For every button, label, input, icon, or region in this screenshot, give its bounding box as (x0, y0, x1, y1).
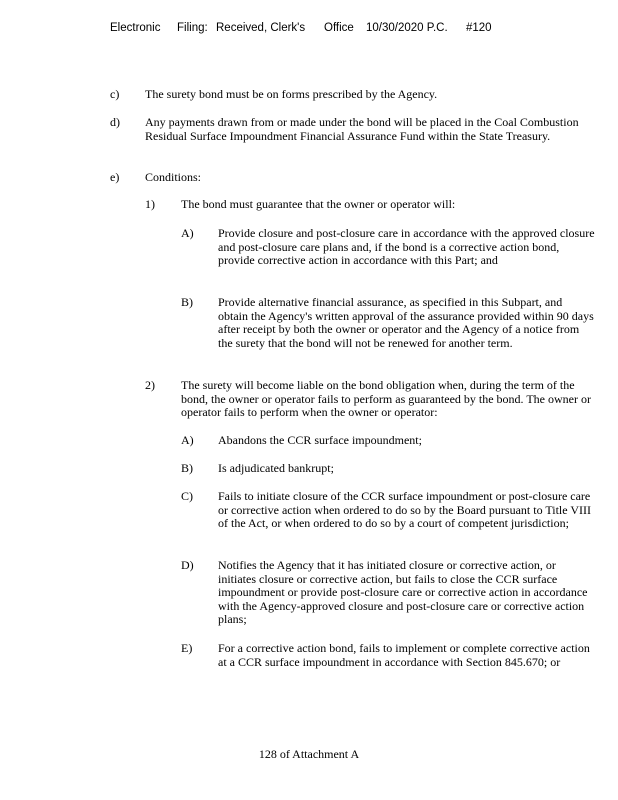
item-text: Provide alternative financial assurance, as specified in this Subpart, and obtain the Agency's written approval of the assurance provided within 90 days after receipt by both the owner or operator and the Agency of a notice from the surety that the bond will not be renewed for another term. (218, 295, 594, 350)
header-filing: Filing: (177, 22, 208, 34)
item-label: 1) (145, 197, 155, 211)
item-label: D) (181, 558, 194, 572)
header-office: Office (324, 22, 354, 34)
item-text: The surety will become liable on the bond obligation when, during the term of the bond, the owner or operator fails to perform as guaranteed by the bond. The owner or operator fails to perform when the owner or operator: (181, 378, 591, 419)
header-number: #120 (466, 22, 492, 34)
item-label: d) (110, 115, 120, 129)
item-label: A) (181, 226, 194, 240)
header-date: 10/30/2020 P.C. (366, 22, 448, 34)
item-text: Any payments drawn from or made under the bond will be placed in the Coal Combustion Residual Surface Impoundment Financial Assurance Fund within the State Treasury. (145, 115, 579, 143)
item-label: c) (110, 87, 120, 101)
item-text: Provide closure and post-closure care in accordance with the approved closure and post-closure care plans and, if the bond is a corrective action bond, provide corrective action in accordance with this Part; and (218, 226, 595, 267)
header-electronic: Electronic (110, 22, 161, 34)
item-label: B) (181, 461, 193, 475)
item-text: Fails to initiate closure of the CCR surface impoundment or post-closure care or corrective action when ordered to do so by the Board pursuant to Title VIII of the Act, or when ordered to do so by a court of competent jurisdiction; (218, 489, 592, 530)
item-label: C) (181, 489, 193, 503)
page-footer: 128 of Attachment A (258, 747, 360, 761)
item-label: e) (110, 170, 120, 184)
header-received: Received, Clerk's (216, 22, 306, 34)
item-label: 2) (145, 378, 155, 392)
item-text: Notifies the Agency that it has initiated closure or corrective action, or initiates closure or corrective action, but fails to close the CCR surface impoundment or provide post-closure care or corrective action in accordance with the Agency-approved closure and post-closure care or corrective action plans; (218, 558, 588, 626)
item-text: Abandons the CCR surface impoundment; (218, 433, 422, 447)
item-text: For a corrective action bond, fails to implement or complete corrective action at a CCR surface impoundment in accordance with Section 845.670; or (218, 641, 590, 669)
item-text: Is adjudicated bankrupt; (218, 461, 334, 475)
page-header (110, 22, 590, 38)
item-label: A) (181, 433, 194, 447)
item-text: Conditions: (145, 170, 202, 184)
item-label: E) (181, 641, 193, 655)
item-text: The surety bond must be on forms prescribed by the Agency. (145, 87, 438, 101)
item-text: The bond must guarantee that the owner or operator will: (181, 197, 456, 211)
item-label: B) (181, 295, 193, 309)
